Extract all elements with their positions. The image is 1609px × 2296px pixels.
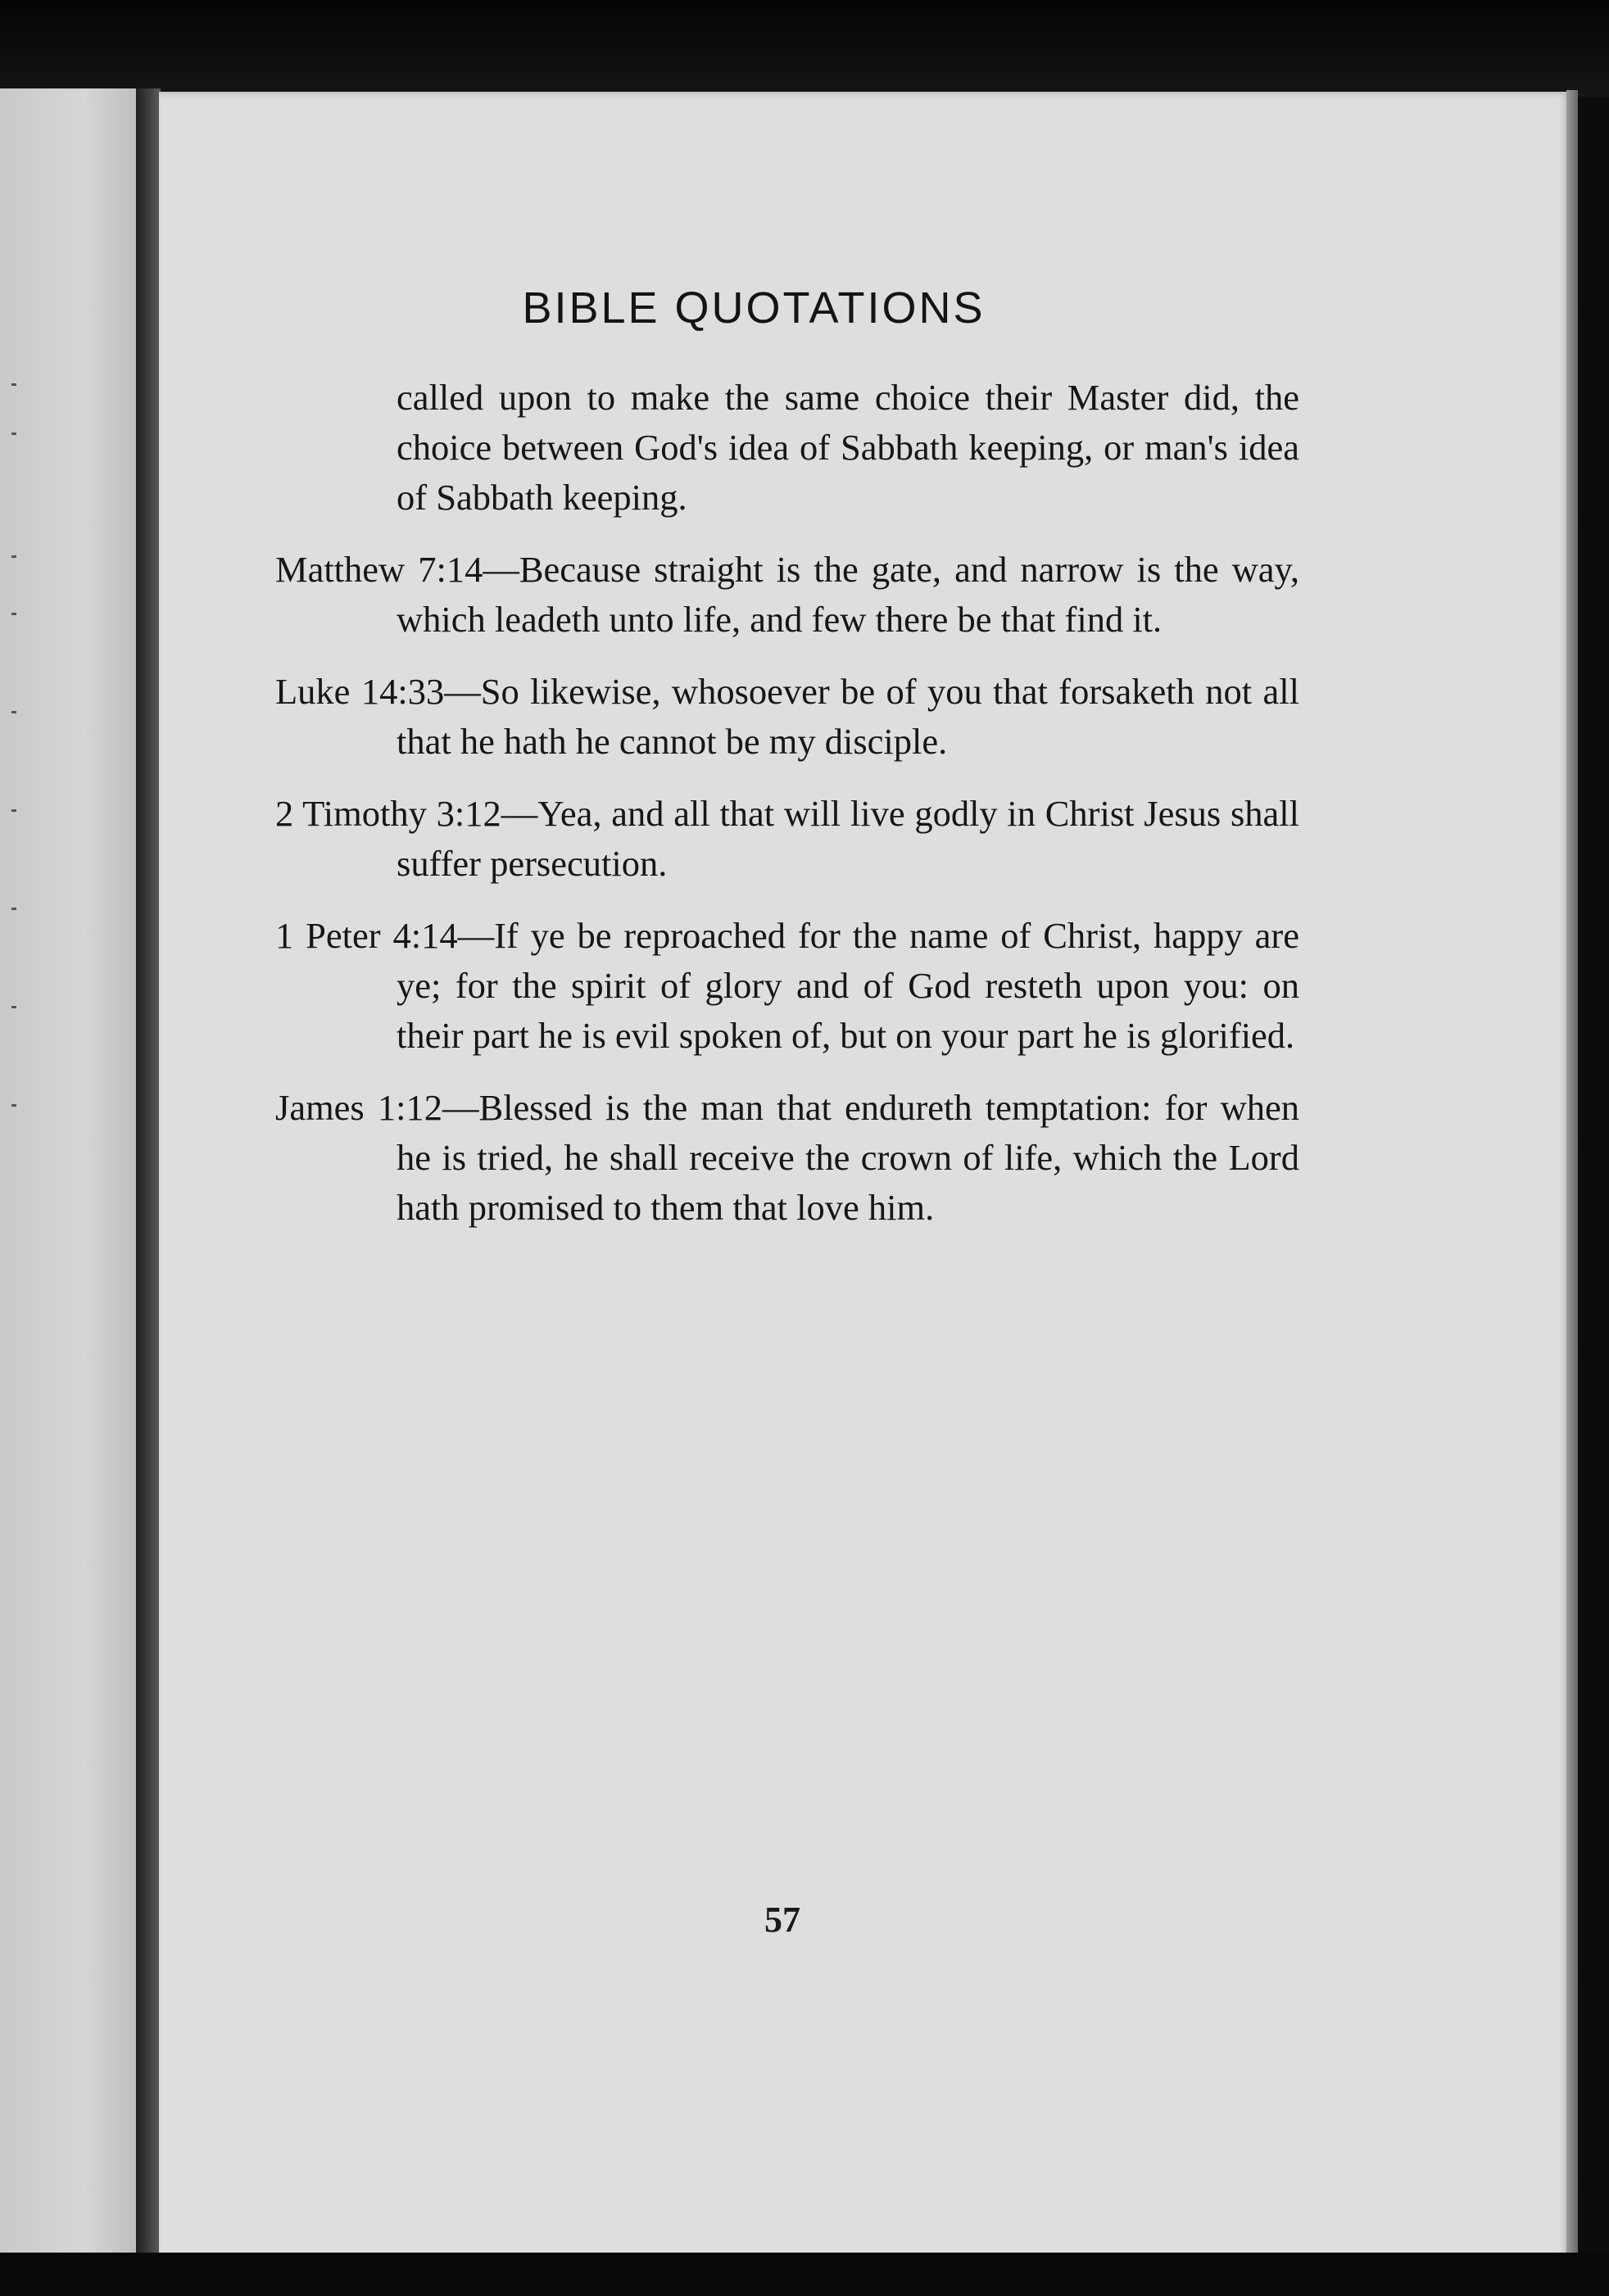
facing-page-edge	[0, 88, 139, 2255]
facing-page-mark	[11, 809, 16, 812]
facing-page-mark	[11, 432, 16, 435]
facing-page-mark	[11, 1006, 16, 1008]
quotation-entry: 2 Timothy 3:12—Yea, and all that will live godly in Christ Jesus shall suffer persecution.	[275, 793, 1299, 884]
page-number: 57	[764, 1900, 800, 1940]
facing-page-mark	[11, 711, 16, 713]
quotation-entry: 1 Peter 4:14—If ye be reproached for the name of Christ, happy are ye; for the spirit of glory and of God resteth upon you: on their part he is evil spoken of, but on your part he is glorified.	[275, 915, 1299, 1056]
facing-page-mark	[11, 1104, 16, 1107]
facing-page-mark	[11, 613, 16, 615]
quotation-entry: James 1:12—Blessed is the man that endureth temptation: for when he is tried, he shall receive the crown of life, which the Lord hath promised to them that love him.	[275, 1087, 1299, 1228]
facing-page-mark	[11, 555, 16, 558]
facing-page-mark	[11, 908, 16, 910]
quotation-entry: Luke 14:33—So likewise, whosoever be of you that forsaketh not all that he hath he cannot be my disciple.	[275, 671, 1299, 762]
scan-top-border	[0, 0, 1609, 97]
scan-bottom-border	[0, 2253, 1609, 2296]
quotation-list	[275, 373, 1299, 1233]
running-header: BIBLE QUOTATIONS	[522, 283, 986, 333]
facing-page-mark	[11, 383, 16, 386]
continued-paragraph: called upon to make the same choice their Master did, the choice between God's idea of Sabbath keeping, or man's idea of Sabbath keeping.	[397, 377, 1299, 518]
page-edge	[1566, 90, 1578, 2262]
book-gutter	[136, 88, 161, 2263]
quotation-entry: Matthew 7:14—Because straight is the gate, and narrow is the way, which leadeth unto life, and few there be that find it.	[275, 549, 1299, 640]
